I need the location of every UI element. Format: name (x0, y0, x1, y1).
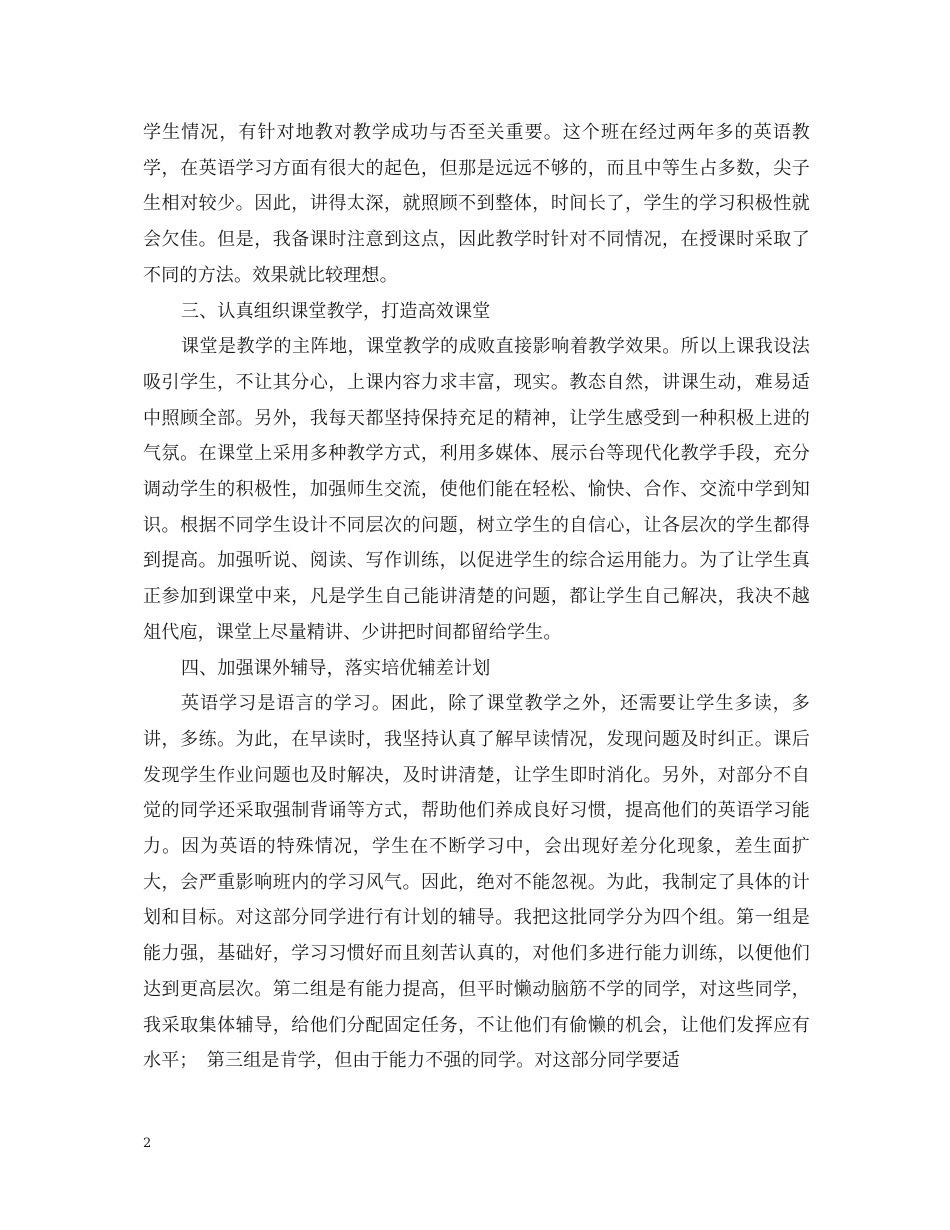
section-heading-classroom-teaching: 三、认真组织课堂教学，打造高效课堂 (181, 300, 491, 322)
paragraph-student-situation: 学生情况，有针对地教对教学成功与否至关重要。这个班在经过两年多的英语教学，在英语学习方面有很大的起色，但那是远远不够的，而且中等生占多数，尖子生相对较少。因此，讲得太深，就照顾不到整体，时间长了，学生的学习积极性就会欠佳。但是，我备课时注意到这点，因此教学时针对不同情况，在授课时采取了不同的方法。效果就比较理想。 (143, 122, 810, 286)
page-number: 2 (143, 1136, 152, 1151)
document-body (143, 115, 810, 1079)
section-heading-extracurricular-tutoring: 四、加强课外辅导，落实培优辅差计划 (181, 657, 491, 679)
paragraph-extracurricular-tutoring: 英语学习是语言的学习。困此，除了课堂教学之外，还需要让学生多读，多讲，多练。为此，在早读时，我坚持认真了解早读情况，发现问题及时纠正。课后发现学生作业问题也及时解决，及时讲清楚，让学生即时消化。另外，对部分不自觉的同学还采取强制背诵等方式，帮助他们养成良好习惯，提高他们的英语学习能力。因为英语的特殊情况，学生在不断学习中，会出现好差分化现象，差生面扩大，会严重影响班内的学习风气。因此，绝对不能忽视。为此，我制定了具体的计划和目标。对这部分同学进行有计划的辅导。我把这批同学分为四个组。第一组是能力强，基础好，学习习惯好而且刻苦认真的，对他们多进行能力训练，以便他们达到更高层次。第二组是有能力提高，但平时懒动脑筋不学的同学，对这些同学，我采取集体辅导，给他们分配固定任务，不让他们有偷懒的机会，让他们发挥应有水平； 第三组是肯学，但由于能力不强的同学。对这部分同学要适 (143, 693, 810, 1072)
paragraph-classroom-teaching: 课堂是教学的主阵地，课堂教学的成败直接影响着教学效果。所以上课我设法吸引学生，不让其分心，上课内容力求丰富，现实。教态自然，讲课生动，难易适中照顾全部。另外，我每天都坚持保持充足的精神，让学生感受到一种积极上进的气氛。在课堂上采用多种教学方式，利用多媒体、展示台等现代化教学手段，充分调动学生的积极性，加强师生交流，使他们能在轻松、愉快、合作、交流中学到知识。根据不同学生设计不同层次的问题，树立学生的自信心，让各层次的学生都得到提高。加强听说、阅读、写作训练，以促进学生的综合运用能力。为了让学生真正参加到课堂中来，凡是学生自己能讲清楚的问题，都让学生自己解决，我决不越俎代庖，课堂上尽量精讲、少讲把时间都留给学生。 (143, 336, 810, 643)
